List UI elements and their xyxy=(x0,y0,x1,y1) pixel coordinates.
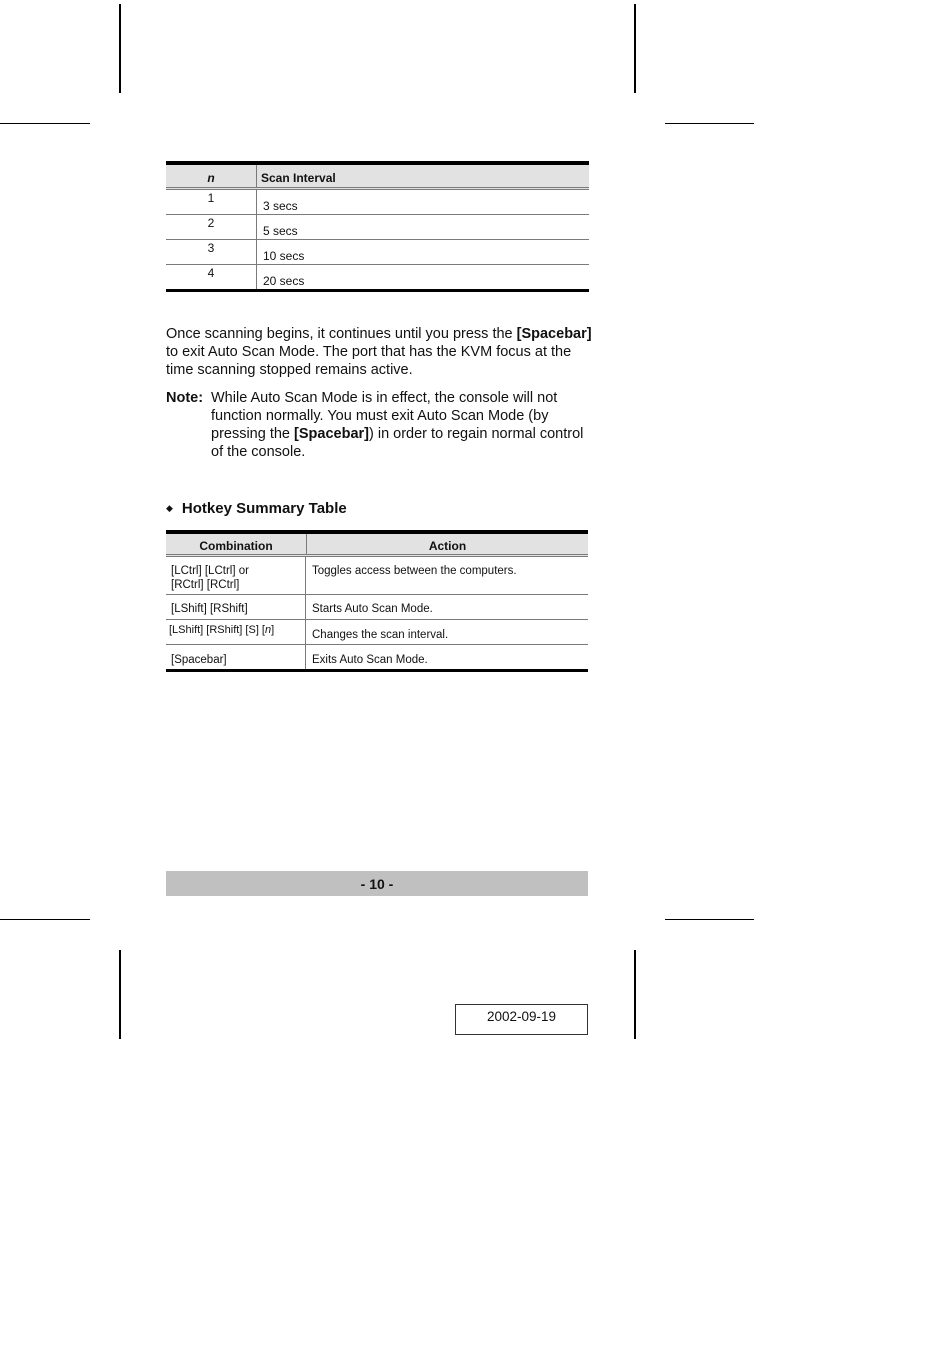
column-header-scan-interval: Scan Interval xyxy=(261,171,336,185)
body-paragraph xyxy=(166,325,596,379)
cell-interval: 20 secs xyxy=(263,274,305,288)
table-rule xyxy=(166,289,589,292)
crop-mark xyxy=(634,950,636,1039)
crop-mark xyxy=(665,123,754,124)
table-header-row xyxy=(166,534,588,557)
table-row xyxy=(166,215,589,240)
crop-mark xyxy=(0,123,90,124)
note-label: Note: xyxy=(166,390,204,406)
hotkey-summary-table xyxy=(166,530,588,672)
crop-mark xyxy=(0,919,90,920)
cell-action: Starts Auto Scan Mode. xyxy=(312,603,433,615)
paragraph-text: to exit Auto Scan Mode. The port that has the KVM focus at the time scanning stopped remains active. xyxy=(166,344,572,378)
cell-action: Exits Auto Scan Mode. xyxy=(312,654,428,666)
spacebar-key-label: [Spacebar] xyxy=(294,426,369,442)
table-row xyxy=(166,240,589,265)
table-rule xyxy=(166,669,588,672)
date-box xyxy=(455,1004,588,1035)
cell-combination xyxy=(166,557,306,594)
combination-text: ] xyxy=(271,624,275,636)
combination-line: [LCtrl] [LCtrl] or xyxy=(171,565,249,577)
table-row xyxy=(166,645,588,669)
combination-variable: n xyxy=(264,624,272,636)
column-header-n: n xyxy=(166,165,257,187)
combination-text: [LShift] [RShift] [S] [ xyxy=(169,624,265,636)
table-header-row xyxy=(166,165,589,190)
crop-mark xyxy=(665,919,754,920)
table-row xyxy=(166,595,588,620)
cell-interval: 5 secs xyxy=(263,224,298,238)
scan-interval-table xyxy=(166,161,589,292)
cell-interval: 10 secs xyxy=(263,249,305,263)
page-number: - 10 - xyxy=(360,876,394,892)
note-text-part: ) in order to regain normal control of the console. xyxy=(211,426,584,460)
table-row xyxy=(166,557,588,595)
document-date: 2002-09-19 xyxy=(486,1009,557,1024)
note-text xyxy=(211,389,596,461)
cell-n: 4 xyxy=(166,265,257,289)
cell-combination xyxy=(166,620,306,644)
spacebar-key-label: [Spacebar] xyxy=(516,326,592,342)
table-row xyxy=(166,620,588,645)
cell-combination: [LShift] [RShift] xyxy=(166,595,306,619)
section-title: Hotkey Summary Table xyxy=(181,500,347,517)
crop-mark xyxy=(119,950,121,1039)
column-header-action: Action xyxy=(428,539,467,553)
table-row xyxy=(166,190,589,215)
crop-mark xyxy=(119,4,121,93)
cell-combination: [Spacebar] xyxy=(166,645,306,669)
crop-mark xyxy=(634,4,636,93)
section-heading xyxy=(166,499,347,518)
cell-action: Toggles access between the computers. xyxy=(312,565,517,577)
table-row xyxy=(166,265,589,289)
page-number-bar xyxy=(166,871,588,896)
column-header-combination: Combination xyxy=(166,534,307,554)
note-text-part: While Auto Scan Mode is in effect, the console will not function normally. You must exit Auto Scan Mode (by pressing the xyxy=(211,390,558,442)
cell-n: 2 xyxy=(166,215,257,239)
cell-interval: 3 secs xyxy=(263,199,298,213)
cell-n: 3 xyxy=(166,240,257,264)
cell-n: 1 xyxy=(166,190,257,214)
cell-action: Changes the scan interval. xyxy=(312,629,449,641)
diamond-bullet-icon: ◆ xyxy=(166,503,173,513)
combination-line: [RCtrl] [RCtrl] xyxy=(171,579,240,591)
paragraph-text: Once scanning begins, it continues until you press the xyxy=(166,326,513,342)
